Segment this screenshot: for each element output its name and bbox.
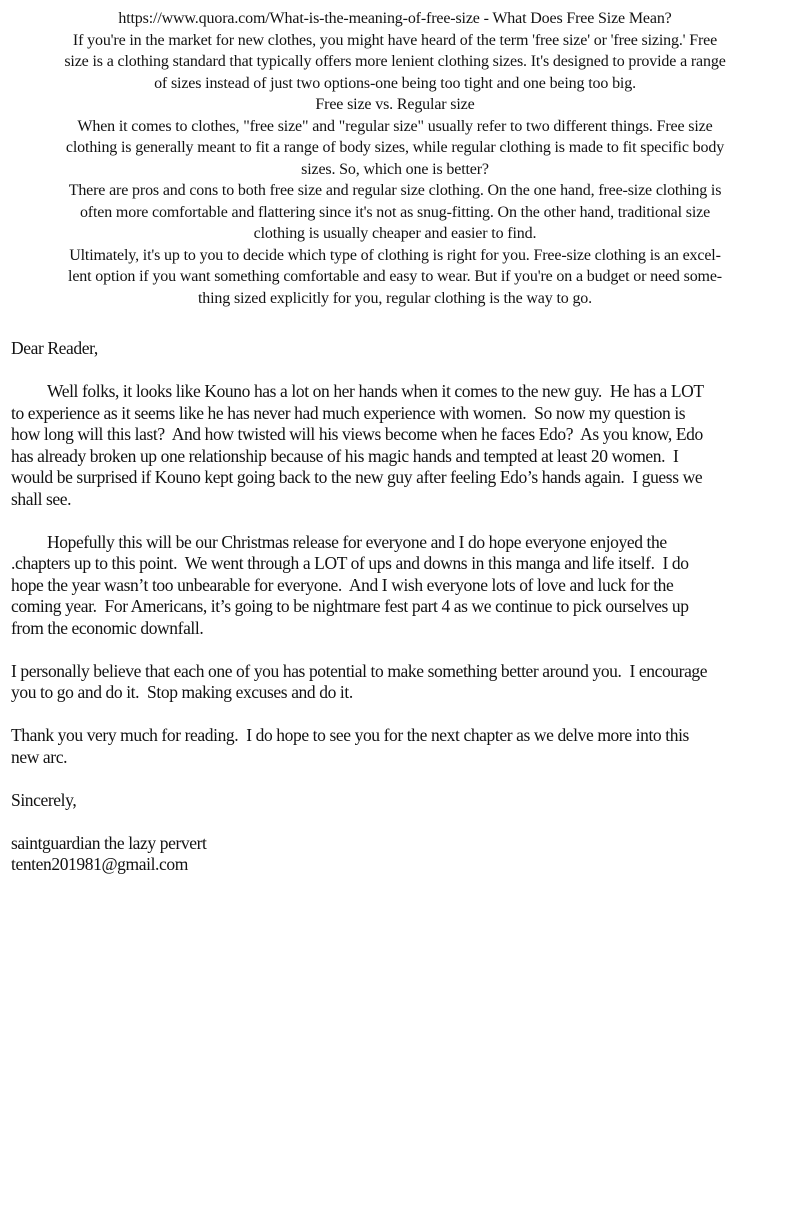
body-paragraph-christmas (11, 532, 779, 640)
text-line: would be surprised if Kouno kept going back to the new guy after feeling Edo’s hands again. I guess we (11, 467, 703, 487)
text-line: lent option if you want something comfortable and easy to wear. But if you're on a budget or need some- (68, 268, 722, 285)
text-line: There are pros and cons to both free size and regular size clothing. On the one hand, free-size clothing is (68, 182, 722, 199)
text-line: When it comes to clothes, "free size" and "regular size" usually refer to two different things. Free size (77, 117, 713, 135)
text-line: Thank you very much for reading. I do hope to see you for the next chapter as we delve more into this (11, 725, 689, 745)
text-line: Hopefully this will be our Christmas release for everyone and I do hope everyone enjoyed the (47, 531, 667, 552)
text-line: coming year. For Americans, it’s going to be nightmare fest part 4 as we continue to pick ourselves up (11, 596, 689, 616)
text-line: Well folks, it looks like Kouno has a lot on her hands when it comes to the new guy. He has a LOT (47, 381, 704, 401)
text-line: thing sized explicitly for you, regular clothing is the way to go. (197, 289, 592, 307)
reader-letter (11, 338, 779, 876)
text-line: size is a clothing standard that typically offers more lenient clothing sizes. It's designed to provide a range (64, 53, 726, 70)
text-line: .chapters up to this point. We went through a LOT of ups and downs in this manga and life itself. I do (11, 553, 689, 573)
salutation (11, 338, 779, 360)
closing (11, 790, 779, 812)
text-line: clothing is usually cheaper and easier to find. (253, 225, 537, 242)
signature (11, 833, 779, 876)
text-line: Sincerely, (11, 789, 77, 810)
text-line: Free size vs. Regular size (315, 96, 475, 113)
quora-quote-block (11, 8, 779, 309)
text-line: shall see. (11, 488, 72, 509)
text-line: clothing is generally meant to fit a range of body sizes, while regular clothing is made to fit specific body (65, 139, 725, 156)
body-paragraph-thanks (11, 725, 779, 768)
text-line: sizes. So, which one is better? (301, 160, 489, 178)
text-line: https://www.quora.com/What-is-the-meaning-of-free-size - What Does Free Size Mean? (118, 10, 672, 27)
text-line: from the economic downfall. (11, 617, 204, 638)
text-line: you to go and do it. Stop making excuses and do it. (11, 682, 353, 702)
text-line: of sizes instead of just two options-one being too tight and one being too big. (154, 74, 636, 92)
text-line: to experience as it seems like he has never had much experience with women. So now my question is (11, 402, 686, 423)
text-line: has already broken up one relationship because of his magic hands and tempted at least 20 women. I (11, 445, 679, 466)
text-line: Ultimately, it's up to you to decide which type of clothing is right for you. Free-size clothing is an excel- (69, 246, 721, 264)
text-line: hope the year wasn’t too unbearable for everyone. And I wish everyone lots of love and luck for the (11, 574, 674, 595)
text-line: I personally believe that each one of you has potential to make something better around you. I encourage (11, 660, 708, 681)
text-line: new arc. (11, 746, 68, 767)
text-line: how long will this last? And how twisted will his views become when he faces Edo? As you know, Edo (11, 424, 703, 444)
text-line: tenten201981@gmail.com (11, 854, 188, 874)
text-line: often more comfortable and flattering since it's not as snug-fitting. On the other hand, traditional size (79, 203, 711, 221)
text-line: If you're in the market for new clothes, you might have heard of the term 'free size' or 'free sizing.' Free (72, 31, 718, 49)
body-paragraph-kouno (11, 381, 779, 510)
body-paragraph-encouragement (11, 661, 779, 704)
text-line: Dear Reader, (11, 338, 98, 358)
text-line: saintguardian the lazy pervert (11, 832, 207, 853)
